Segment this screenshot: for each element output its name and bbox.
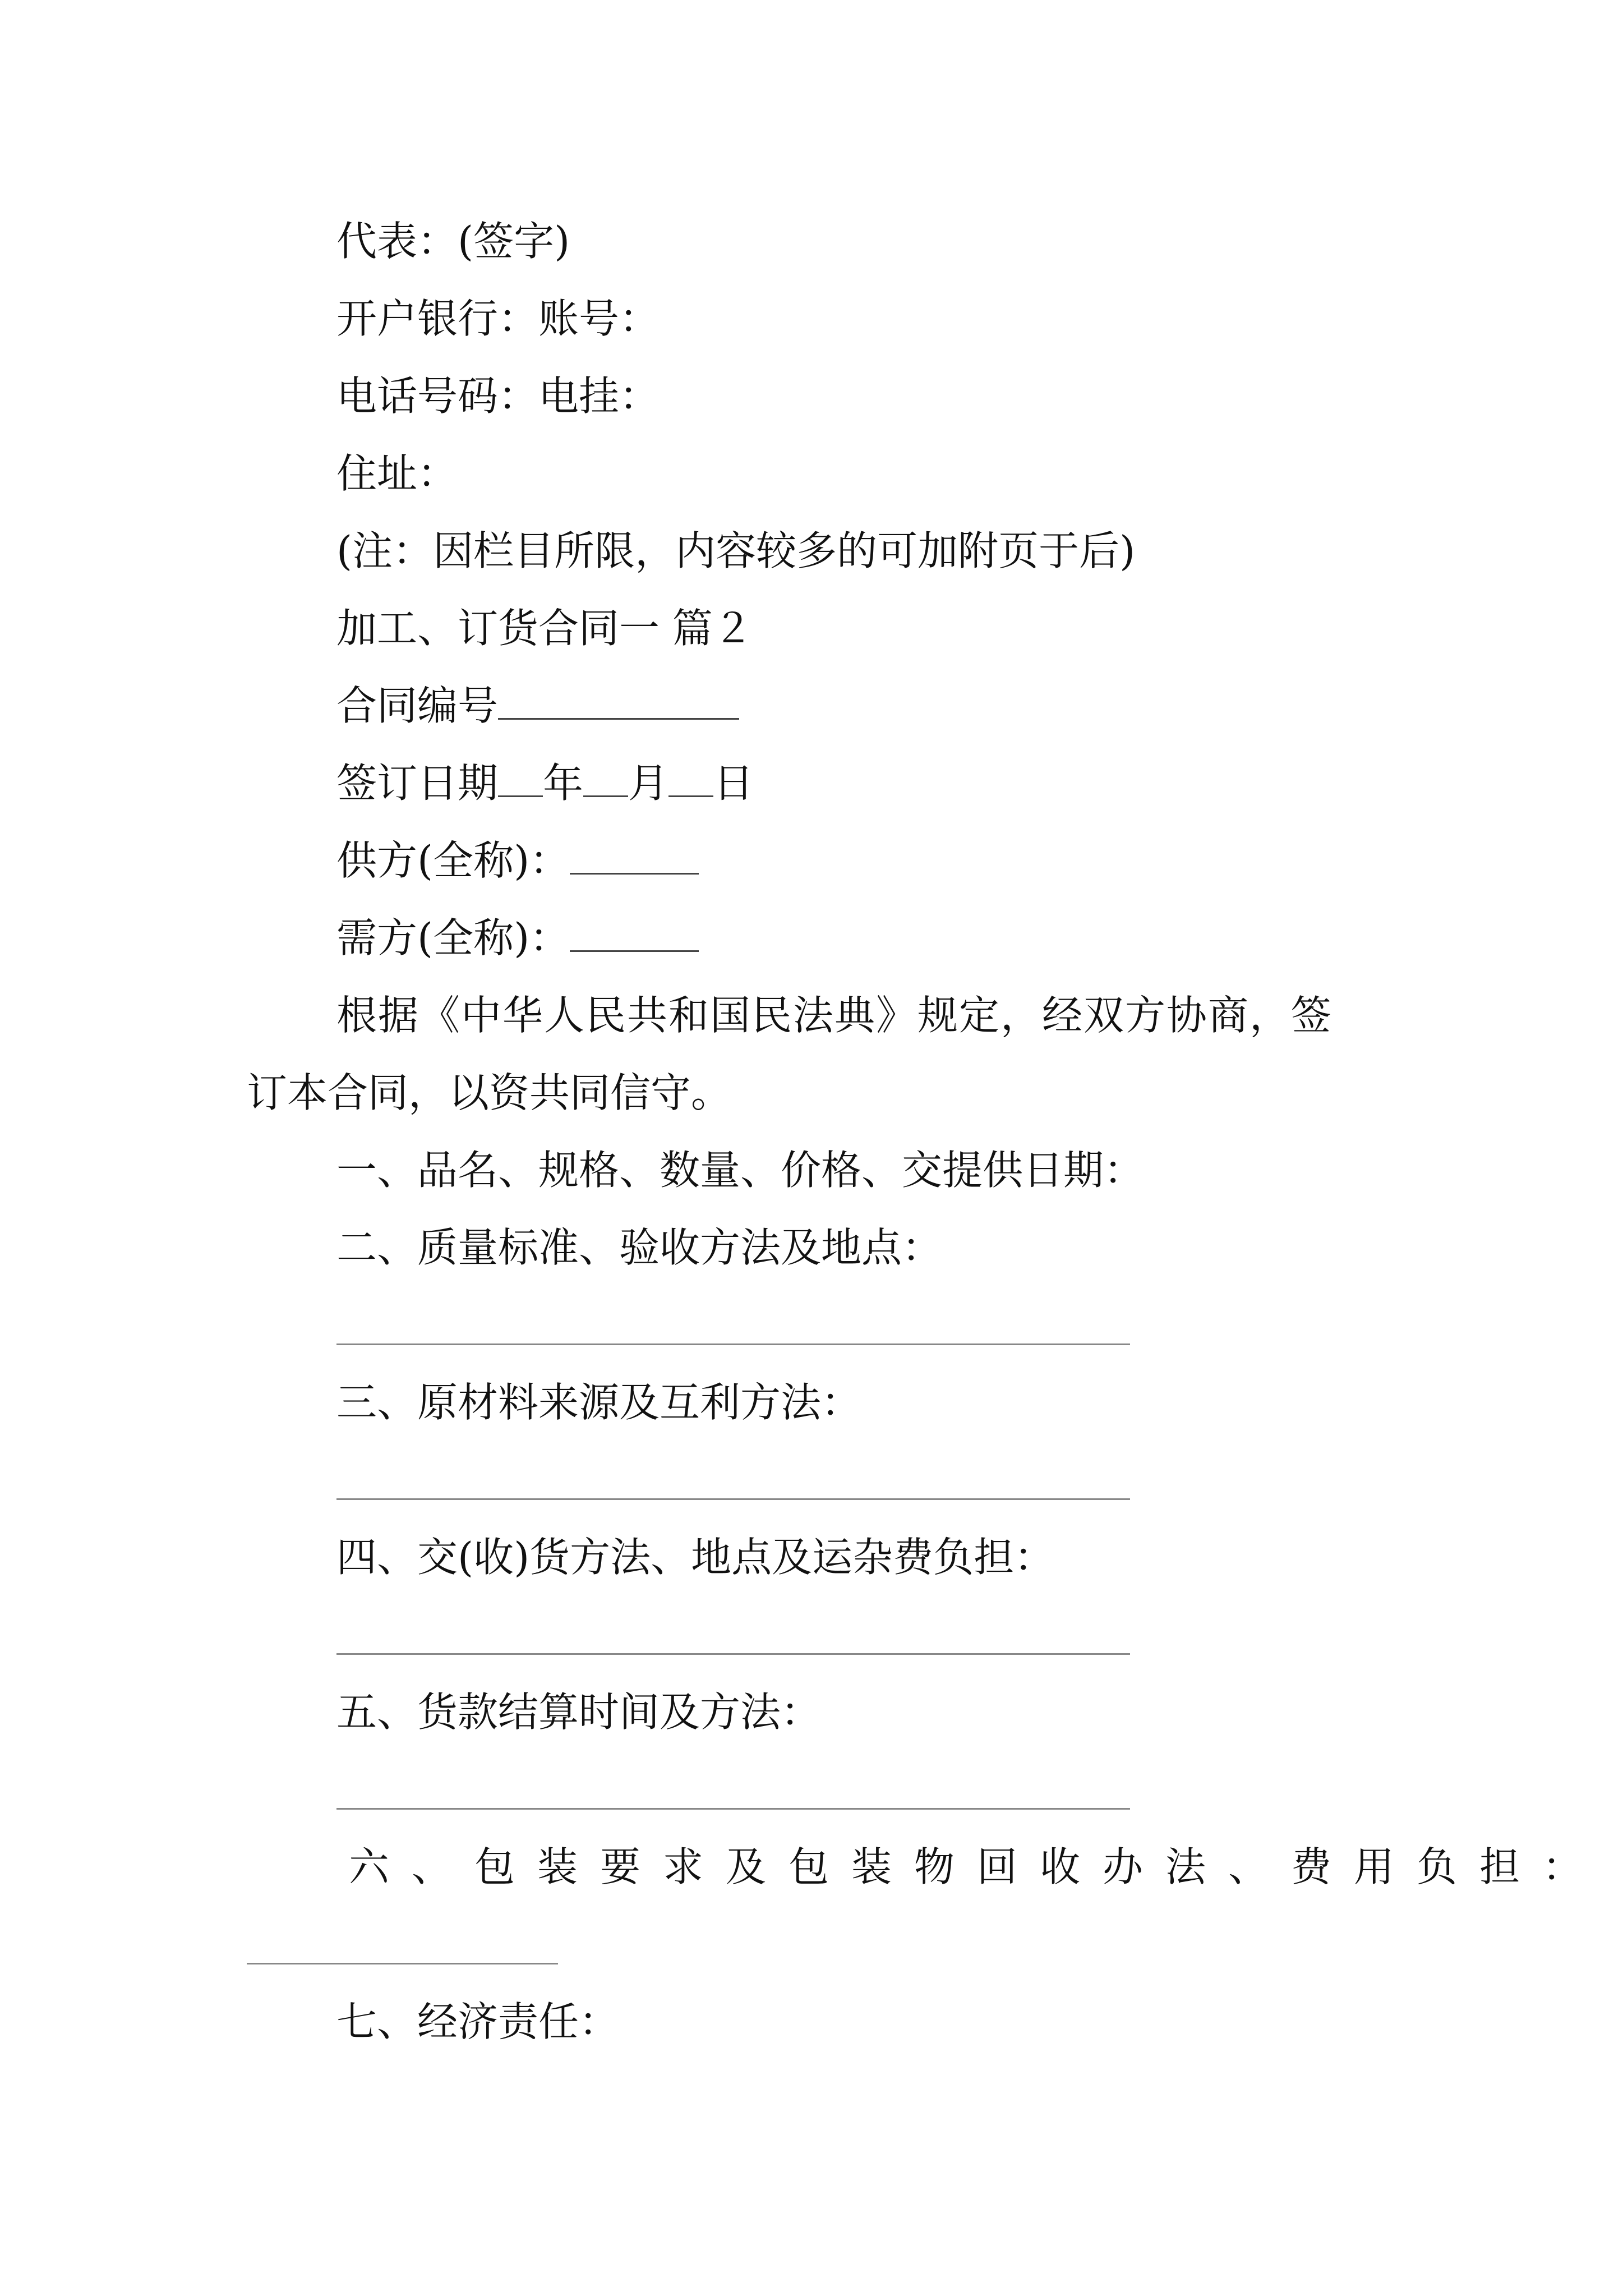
buyer-label: 需方(全称)： xyxy=(336,914,570,961)
clause-1: 一、品名、规格、数量、价格、交提供日期： xyxy=(336,1147,1145,1194)
month-label: 月 xyxy=(628,760,669,807)
month-blank xyxy=(583,761,628,797)
supplier-line xyxy=(336,835,699,886)
note-line: (注：因栏目所限，内容较多的可加附页于后) xyxy=(336,527,1136,574)
clause-4-blank-rule xyxy=(336,1653,1130,1655)
clause-6-blank-rule xyxy=(247,1963,558,1964)
preamble-line-1: 根据《中华人民共和国民法典》规定，经双方协商，签 xyxy=(336,992,1333,1039)
signing-date-label: 签订日期 xyxy=(336,760,499,807)
clause-7: 七、经济责任： xyxy=(336,1998,620,2045)
contract-number-line xyxy=(336,680,739,731)
representative-signature-line: 代表：(签字) xyxy=(336,218,570,265)
buyer-line xyxy=(336,913,699,963)
year-blank xyxy=(498,761,543,797)
clause-2-blank-rule xyxy=(336,1343,1130,1345)
clause-3-blank-rule xyxy=(336,1498,1130,1500)
clause-4: 四、交(收)货方法、地点及运杂费负担： xyxy=(336,1534,1055,1581)
clause-3: 三、原材料来源及互利方法： xyxy=(336,1379,862,1426)
supplier-blank xyxy=(570,838,699,875)
buyer-blank xyxy=(570,915,699,952)
signing-date-line xyxy=(336,758,754,808)
clause-5-blank-rule xyxy=(336,1808,1130,1810)
bank-account-line: 开户银行：账号： xyxy=(336,295,660,342)
day-label: 日 xyxy=(713,760,754,807)
address-line: 住址： xyxy=(336,450,458,497)
contract-number-blank xyxy=(498,683,739,720)
preamble-line-2: 订本合同，以资共同信守。 xyxy=(247,1069,732,1116)
day-blank xyxy=(668,761,713,797)
clause-6: 六、包装要求及包装物回收办法、费用负担： xyxy=(349,1843,1606,1890)
clause-5: 五、货款结算时间及方法： xyxy=(336,1688,822,1736)
contract-heading: 加工、订货合同一 篇２ xyxy=(336,605,753,652)
year-label: 年 xyxy=(543,760,584,807)
supplier-label: 供方(全称)： xyxy=(336,837,570,884)
clause-2: 二、质量标准、验收方法及地点： xyxy=(336,1224,943,1271)
contract-number-label: 合同编号 xyxy=(336,682,499,729)
phone-cable-line: 电话号码：电挂： xyxy=(336,372,660,420)
